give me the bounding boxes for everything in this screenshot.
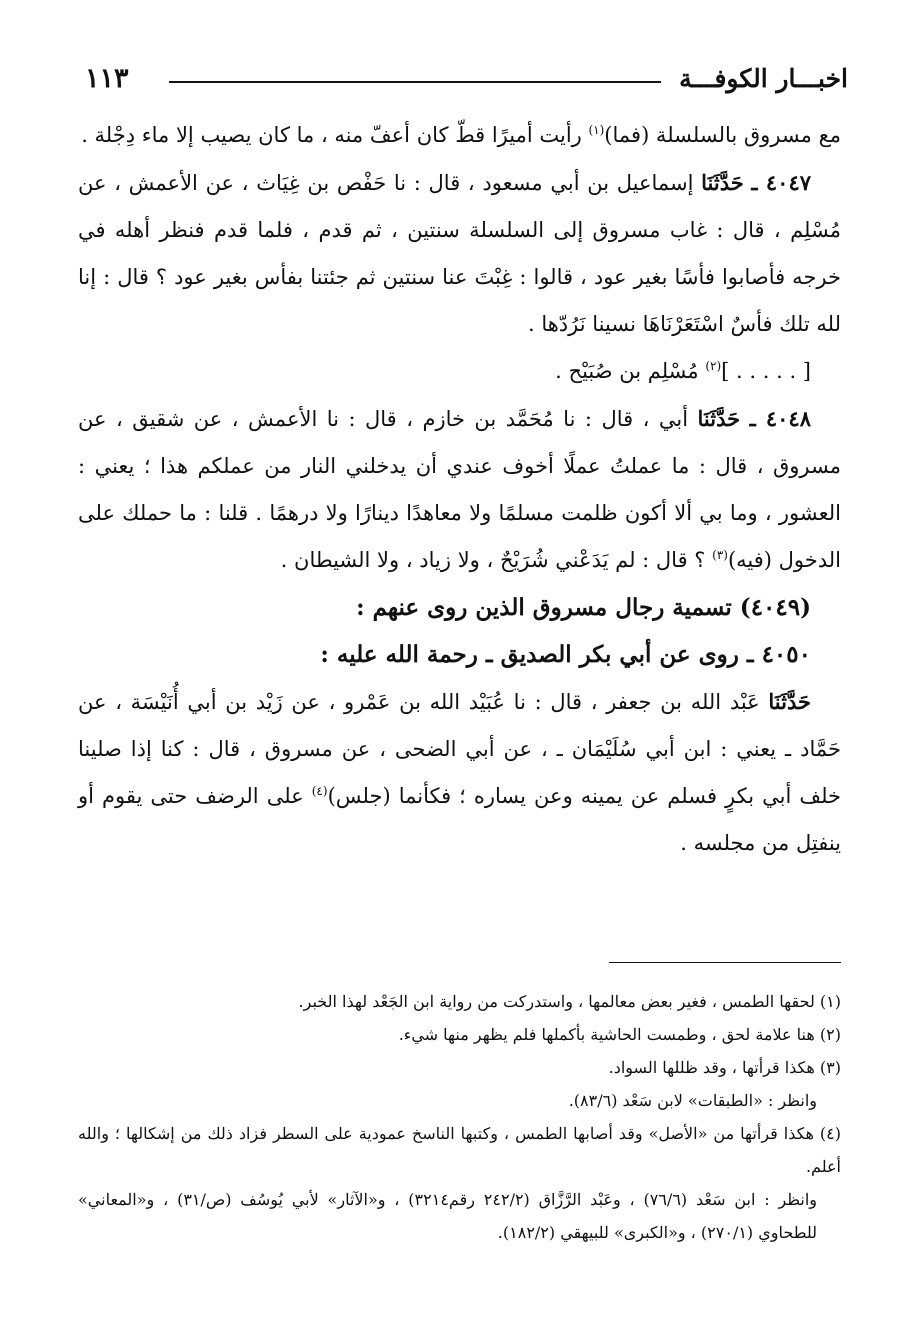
hadith-number: ٤٠٤٧ ـ [751, 170, 812, 195]
page-header [85, 58, 848, 98]
main-text [78, 112, 841, 867]
hadith-4048: ٤٠٤٨ ـ حَدَّثَنَا أبي ، قال : نا مُحَمَّد بن خازم ، قال : نا الأعمش ، عن شقيق ، عن مسروق ، قال : ما عملتُ عملًا أخوف عندي أن يدخلني النار من عملكم هذا ؛ يعني : العشور ، وما بي ألا أكون ظلمت مسلمًا ولا معاهدًا دينارًا ولا درهمًا . قلنا : ما حملك على الدخول (فيه)$^{(٣)}$ ؟ قال : لم يَدَعْني شُرَيْحٌ ، ولا زياد ، ولا الشيطان . [78, 406, 841, 572]
footnote-ref-3: (٣) [712, 548, 728, 562]
hadith-text: عَبْد الله بن جعفر ، قال : نا عُبَيْد الله بن عَمْرو ، عن زَيْد بن أبي أُنَيْسَة ، عن حَمَّاد ـ يعني : ابن أبي سُلَيْمَان ـ ، عن أبي الضحى ، عن مسروق ، قال : كنا إذا صلينا خلف أبي بكرٍ فسلم عن يمينه وعن يساره ؛ فكأنما (جلس) [78, 690, 842, 808]
hadith-text: أبي ، قال : نا مُحَمَّد بن خازم ، قال : نا الأعمش ، عن شقيق ، عن مسروق ، قال : ما عملتُ عملًا أخوف عندي أن يدخلني النار من عملكم هذا ؛ يعني : العشور ، وما بي ألا أكون ظلمت مسلمًا ولا معاهدًا دينارًا ولا درهمًا . قلنا : ما حملك على الدخول (فيه) [78, 407, 841, 572]
header-rule [169, 81, 662, 83]
bracket-line: [ . . . . . ]$^{(٢)}$ مُسْلِم بن صُبَيْح . [555, 359, 811, 383]
hadith-4047 [78, 159, 841, 348]
page-number: ١١٣ [85, 62, 129, 94]
footnote-ref-1: (١) [588, 123, 605, 137]
running-title: اخبـــار الكوفـــة [679, 63, 848, 93]
hadith-4050: حَدَّثَنَا عَبْد الله بن جعفر ، قال : نا عُبَيْد الله بن عَمْرو ، عن زَيْد بن أبي أُنَيْسَة ، عن حَمَّاد ـ يعني : ابن أبي سُلَيْمَان ـ ، عن أبي الضحى ، عن مسروق ، قال : كنا إذا صلينا خلف أبي بكرٍ فسلم عن يمينه وعن يساره ؛ فكأنما (جلس)$^{(٤)}$ على الرضف حتى يقوم أو ينفتِل من مجلسه . [78, 689, 842, 855]
footnote-4-reference: وانظر : ابن سَعْد (٧٦/٦) ، وعَبْد الرَّزَّاق (٢٤٢/٢ رقم٣٢١٤) ، و«الآثار» لأبي يُوسُف (ص/٣١) ، و«المعاني» للطحاوي (٢٧٠/١) ، و«الكبرى» للبيهقي (١٨٢/٢). [78, 1190, 818, 1242]
footnote-ref-4: (٤) [311, 784, 328, 798]
section-heading-4049: (٤٠٤٩) تسمية رجال مسروق الذين روى عنهم : [356, 594, 811, 621]
footnote-divider [609, 962, 841, 963]
footnote-4: (٤) هكذا قرأتها من «الأصل» وقد أصابها الطمس ، وكتبها الناسخ عمودية على السطر فزاد ذلك من إشكالها ؛ والله أعلم. [78, 1124, 841, 1176]
footnote-3-reference: وانظر : «الطبقات» لابن سَعْد (٨٣/٦). [568, 1091, 817, 1110]
footnotes [78, 985, 841, 1249]
footnote-1: (١) لحقها الطمس ، فغير بعض معالمها ، واستدركت من رواية ابن الجَعْد لهذا الخبر. [298, 992, 841, 1011]
footnote-3: (٣) هكذا قرأتها ، وقد ظللها السواد. [608, 1058, 841, 1077]
footnote-2: (٢) هنا علامة لحق ، وطمست الحاشية بأكملها فلم يظهر منها شيء. [398, 1025, 841, 1044]
hadith-text: إسماعيل بن أبي مسعود ، قال : نا حَفْص بن غِيَاث ، عن الأعمش ، عن مُسْلِم ، قال : غاب مسروق إلى السلسلة سنتين ، ثم قدم ، فلما قدم فنظر أهله في خرجه فأصابوا فأسًا بغير عود ، قالوا : غِبْتَ عنا سنتين ثم جئتنا بفأس بغير عود ؟ قال : إنا لله تلك فأسٌ اسْتَعَرْنَاهَا نسينا نَرُدّها . [78, 171, 841, 336]
section-heading-4050: ٤٠٥٠ ـ روى عن أبي بكر الصديق ـ رحمة الله عليه : [320, 641, 811, 668]
haddathana-word: حَدَّثَنَا [701, 170, 744, 195]
hadith-number: ٤٠٤٨ ـ [749, 406, 811, 431]
haddathana-word: حَدَّثَنَا [697, 406, 741, 431]
paragraph-continuation: مع مسروق بالسلسلة (فما)$^{(١)}$ رأيت أميرًا قطّ كان أعفّ منه ، ما كان يصيب إلا ماء دِجْلة . [81, 123, 841, 147]
haddathana-word: حَدَّثَنَا [768, 689, 811, 714]
footnote-ref-2: (٢) [705, 359, 722, 373]
